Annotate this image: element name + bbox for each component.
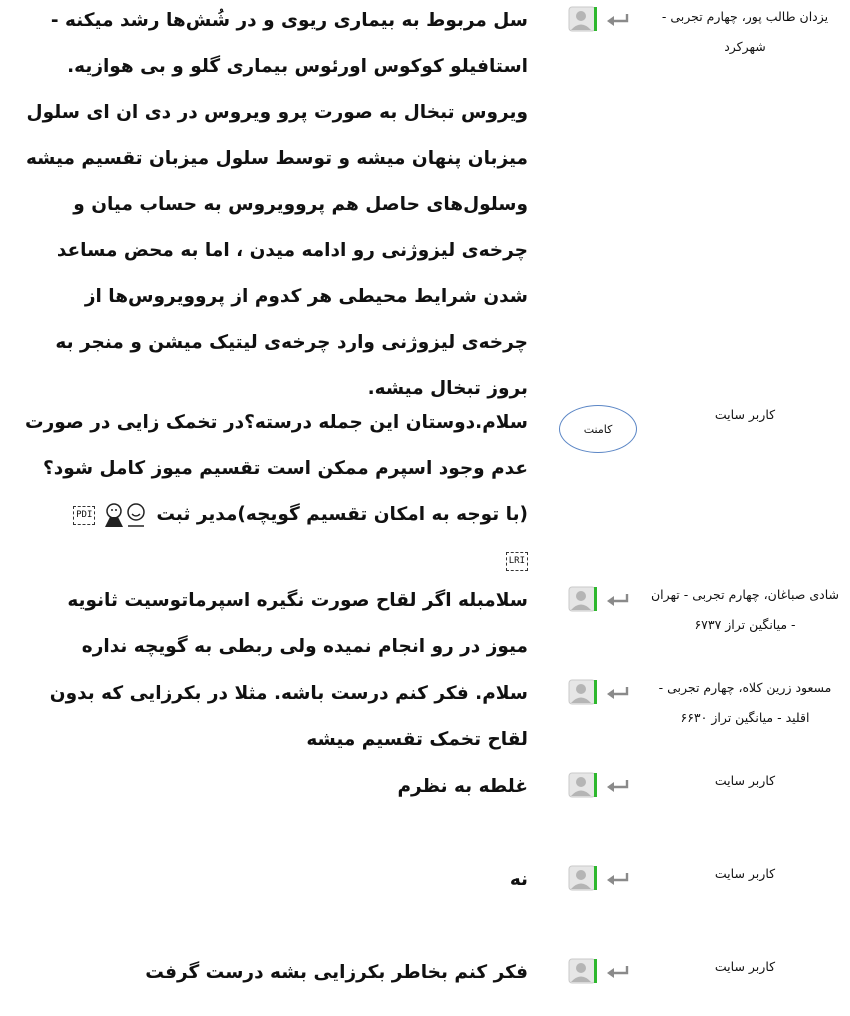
comment-text: سل مربوط به بیماری ریوی و در شُش‌ها رشد میکنه - استافیلو کوکوس اورئوس بیماری گلو و بی هوازیه. ویروس تبخال به صورت پرو ویروس در دی ان ای سلول میزبان پنهان میشه و توسط سلول میزبان تقسیم میشه وسلول‌های حاصل هم پروویروس به حساب میان و چرخه‌ی لیزوژنی رو ادامه میدن ، اما به محض مساعد شدن شرایط محیطی هر کدوم از پروویروس‌ها از چرخه‌ی لیزوژنی وارد چرخه‌ی لیتیک میشن و منجر به بروز تبخال میشه. bbox=[25, 10, 528, 399]
reply-arrow-icon[interactable] bbox=[606, 964, 630, 980]
comment-text bbox=[23, 400, 528, 584]
comment-author: کاربر سایت bbox=[714, 773, 776, 788]
avatar-icon bbox=[568, 679, 598, 705]
comment-author: یزدان طالب پور، چهارم تجربی - شهرکرد bbox=[661, 9, 829, 54]
comment-badge: کامنت bbox=[559, 405, 637, 453]
comment-author: کاربر سایت bbox=[714, 959, 776, 974]
reply-arrow-icon[interactable] bbox=[606, 592, 630, 608]
comment-author: کاربر سایت bbox=[714, 407, 776, 422]
avatar-icon bbox=[568, 865, 598, 891]
emoji-icon bbox=[102, 502, 150, 528]
avatar-icon bbox=[568, 6, 598, 32]
pdi-marker: PDI bbox=[73, 506, 95, 525]
lri-marker: LRI bbox=[506, 552, 528, 571]
avatar-icon bbox=[568, 586, 598, 612]
comment-text: سلامبله اگر لقاح صورت نگیره اسپرماتوسیت ثانویه میوز در رو انجام نمیده ولی ربطی به گویچه نداره bbox=[67, 590, 528, 657]
comment-text: نه bbox=[509, 869, 528, 890]
avatar-icon bbox=[568, 772, 598, 798]
comment-author: مسعود زرین کلاه، چهارم تجربی - اقلید - میانگین تراز ۶۶۳۰ bbox=[658, 680, 832, 725]
comment-author: کاربر سایت bbox=[714, 866, 776, 881]
reply-arrow-icon[interactable] bbox=[606, 12, 630, 28]
reply-arrow-icon[interactable] bbox=[606, 871, 630, 887]
reply-arrow-icon[interactable] bbox=[606, 685, 630, 701]
comment-author: شادی صباغان، چهارم تجربی - تهران - میانگین تراز ۶۷۳۷ bbox=[651, 587, 839, 632]
comment-text: فکر کنم بخاطر بکرزایی بشه درست گرفت bbox=[145, 962, 528, 983]
comment-text: سلام. فکر کنم درست باشه. مثلا در بکرزایی که بدون لقاح تخمک تقسیم میشه bbox=[49, 683, 528, 750]
comment-text: غلطه به نظرم bbox=[397, 776, 528, 797]
avatar-icon bbox=[568, 958, 598, 984]
reply-arrow-icon[interactable] bbox=[606, 778, 630, 794]
comment-text-body: سلام.دوستان این جمله درسته؟در تخمک زایی در صورت عدم وجود اسپرم ممکن است تقسیم میوز کامل شود؟(با توجه به امکان تقسیم گویچه)مدیر ثبت bbox=[25, 412, 528, 525]
